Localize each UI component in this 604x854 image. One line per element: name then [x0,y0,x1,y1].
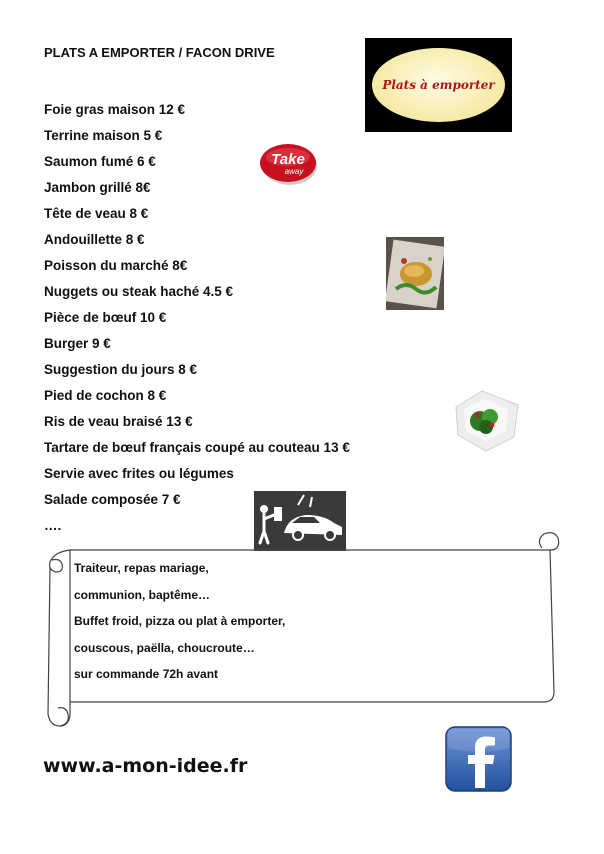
menu-item: Saumon fumé 6 € [44,154,156,169]
menu-item: Ris de veau braisé 13 € [44,414,193,429]
menu-item: Pièce de bœuf 10 € [44,310,167,325]
menu-item: Jambon grillé 8€ [44,180,151,195]
plats-a-emporter-logo [365,38,512,132]
badge-text-take: Take [271,151,305,168]
salad-photo-icon [448,385,524,455]
website-link[interactable]: www.a-mon-idee.fr [43,755,248,777]
menu-item: Foie gras maison 12 € [44,102,186,117]
logo-text: Plats à emporter [382,78,495,92]
menu-item: Suggestion du jours 8 € [44,362,198,377]
menu-item: Poisson du marché 8€ [44,258,188,273]
menu-item: Tête de veau 8 € [44,206,149,221]
catering-line: Buffet froid, pizza ou plat à emporter, [74,614,286,628]
menu-item: Andouillette 8 € [44,232,145,247]
menu-item: Terrine maison 5 € [44,128,163,143]
menu-item: Pied de cochon 8 € [44,388,167,403]
facebook-icon[interactable] [445,726,512,792]
catering-line: sur commande 72h avant [74,667,219,681]
catering-line: couscous, paëlla, choucroute… [74,640,255,655]
menu-item: …. [44,518,62,533]
catering-line: communion, baptême… [74,587,211,602]
catering-info [74,561,285,694]
badge-text-away: away [284,167,304,176]
menu-item: Burger 9 € [44,336,111,351]
catering-line: Traiteur, repas mariage, [74,561,209,575]
menu-item: Nuggets ou steak haché 4.5 € [44,284,234,299]
menu-item: Servie avec frites ou légumes [44,466,234,481]
take-away-badge [258,141,320,187]
menu-item: Salade composée 7 € [44,492,181,507]
food-photo-icon [386,237,444,310]
menu-item: Tartare de bœuf français coupé au couteau 13 € [44,440,350,455]
page-title: PLATS A EMPORTER / FACON DRIVE [44,45,275,60]
